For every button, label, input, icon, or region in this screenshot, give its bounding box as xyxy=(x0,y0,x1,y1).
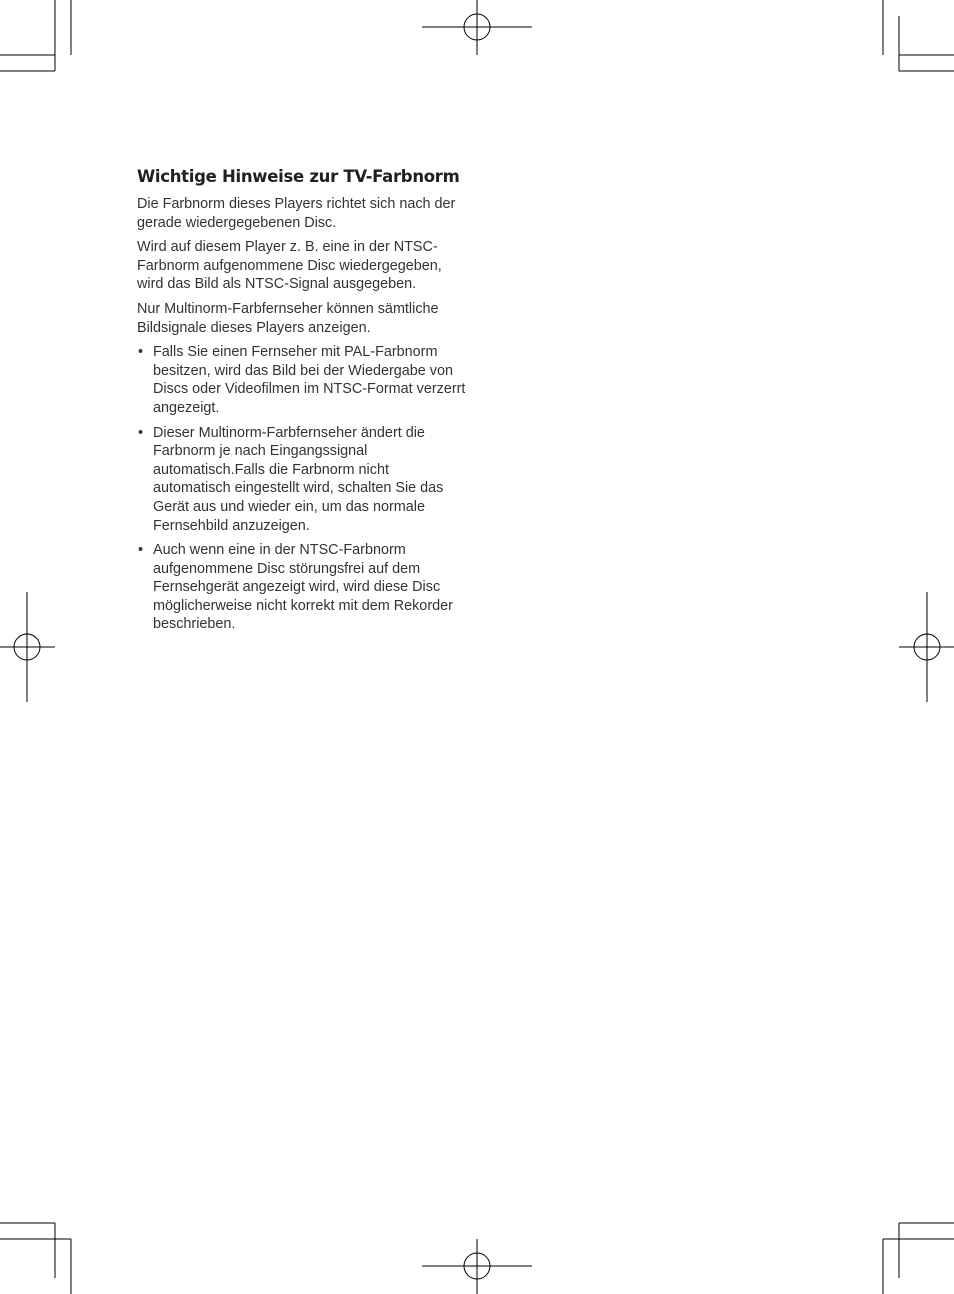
crop-mark-bottom-right xyxy=(883,1223,954,1294)
bullet-item xyxy=(137,424,467,536)
registration-mark-left xyxy=(0,592,55,702)
bullet-text: Falls Sie einen Fernseher mit PAL-Farbnorm besitzen, wird das Bild bei der Wiedergabe von Discs oder Videofilmen im NTSC-Format verzerrt angezeigt. xyxy=(153,344,466,416)
bullet-text: Dieser Multinorm-Farbfernseher ändert die Farbnorm je nach Eingangssignal automatisch.Falls die Farbnorm nicht automatisch eingestellt wird, schalten Sie das Gerät aus und wieder ein, um das normale Fernsehbild anzuzeigen. xyxy=(153,424,444,534)
paragraph: Wird auf diesem Player z. B. eine in der NTSC-Farbnorm aufgenommene Disc wiedergegeben, wird das Bild als NTSC-Signal ausgegeben. xyxy=(137,239,442,293)
bullet-item xyxy=(137,343,467,417)
bullet-symbol: • xyxy=(138,344,144,361)
tv-color-standard-section xyxy=(137,167,467,640)
bullet-text: Auch wenn eine in der NTSC-Farbnorm aufgenommene Disc störungsfrei auf dem Fernsehgerät angezeigt wird, wird diese Disc möglicherweise nicht korrekt mit dem Rekorder beschrieben. xyxy=(153,542,453,633)
bullet-item xyxy=(137,541,467,634)
crop-mark-bottom-left xyxy=(0,1223,71,1294)
paragraph: Nur Multinorm-Farbfernseher können sämtliche Bildsignale dieses Players anzeigen. xyxy=(137,300,439,336)
section-heading: Wichtige Hinweise zur TV-Farbnorm xyxy=(137,167,460,186)
registration-mark-top xyxy=(422,0,532,55)
crop-mark-top-right xyxy=(883,0,954,71)
bullet-symbol: • xyxy=(138,542,144,559)
registration-mark-right xyxy=(899,592,954,702)
paragraph: Die Farbnorm dieses Players richtet sich nach der gerade wiedergegebenen Disc. xyxy=(137,196,456,231)
bullet-list xyxy=(137,343,467,634)
registration-mark-bottom xyxy=(422,1239,532,1294)
bullet-symbol: • xyxy=(138,424,144,441)
crop-mark-top-left xyxy=(0,0,71,71)
